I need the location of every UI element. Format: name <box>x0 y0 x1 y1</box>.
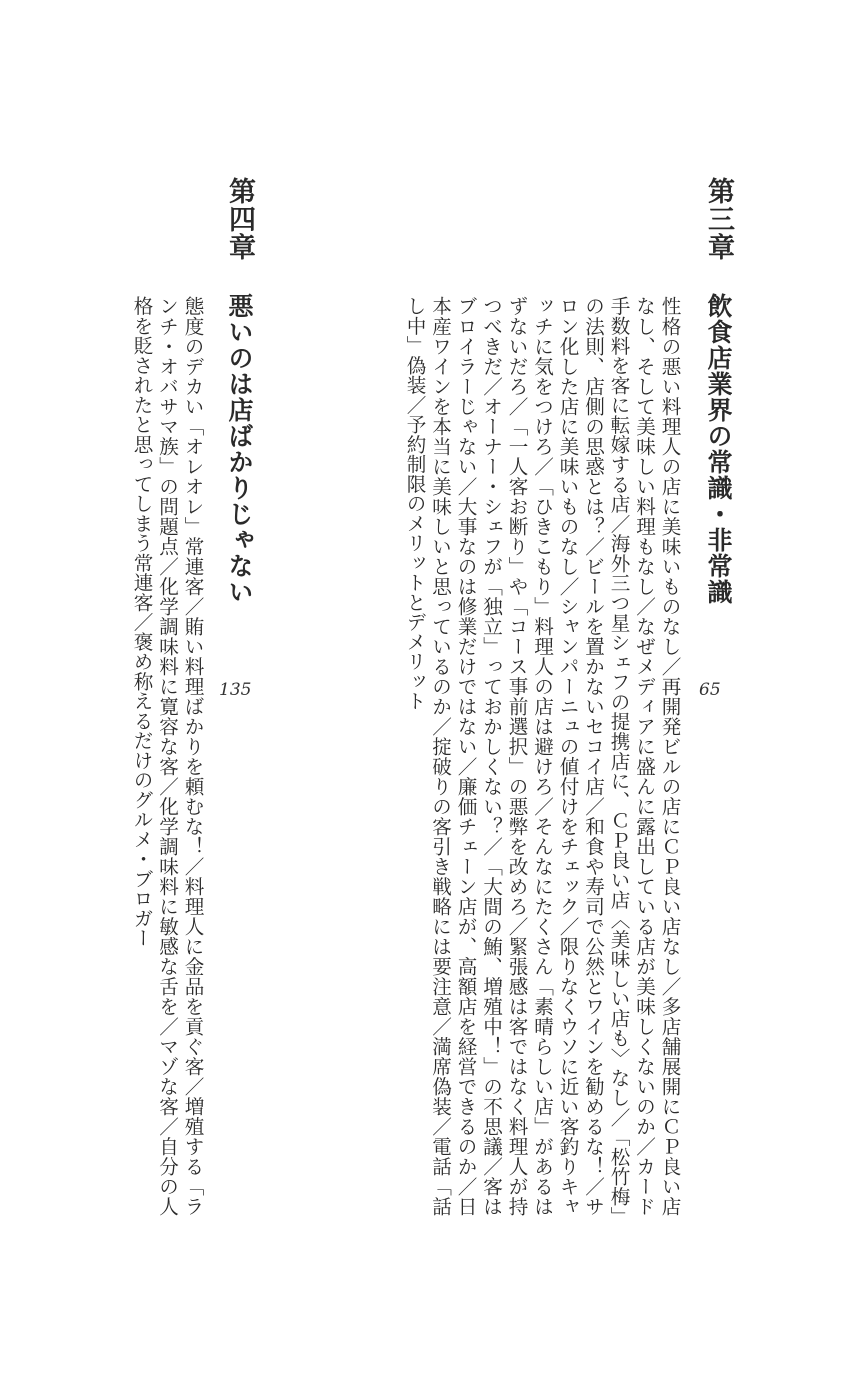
chapter-summary: 態度のデカい「オレオレ」常連客／賄い料理ばかりを頼むな！／料理人に金品を貢ぐ客／増殖する「ランチ・オバサマ族」の問題点／化学調味料に寛容な客／化学調味料に敏感な舌を／マゾな客／自分の人格を貶されたと思ってしまう常連客／褒め称えるだけのグルメ・ブロガー <box>130 296 204 1216</box>
chapter-page-number: 65 <box>699 680 721 700</box>
chapter-label: 第三章 <box>703 177 734 261</box>
chapter-page-number: 135 <box>219 680 252 700</box>
chapter-label: 第四章 <box>224 177 255 261</box>
chapter-title: 悪いのは店ばかりじゃない <box>225 293 254 605</box>
chapter-title: 飲食店業界の常識・非常識 <box>704 293 733 605</box>
chapter-summary: 性格の悪い料理人の店に美味いものなし／再開発ビルの店にＣＰ良い店なし／多店舗展開にＣＰ良い店なし、そして美味しい料理もなし／なぜメディアに盛んに露出している店が美味しくないのか／カード手数料を客に転嫁する店／海外三つ星シェフの提携店に、ＣＰ良い店〈美味しい店も〉なし／「松竹梅」の法則、店側の思惑とは？／ビールを置かないセコイ店／和食や寿司で公然とワインを勧めるな！／サロン化した店に美味いものなし／シャンパーニュの値付けをチェック／限りなくウソに近い客釣りキャッチに気をつけろ／「ひきこもり」料理人の店は避けろ／そんなにたくさん「素晴らしい店」があるはずないだろ／「一人客お断り」や「コース事前選択」の悪弊を改めろ／緊張感は客ではなく料理人が持つべきだ／オーナー・シェフが「独立」っておかしくない？／「大間の鮪、増殖中！」の不思議／客はブロイラーじゃない／大事なのは修業だけではない／廉価チェーン店が、高額店を経営できるのか／日本産ワインを本当に美味しいと思っているのか／掟破りの客引き戦略には要注意／満席偽装／電話「話し中」偽装／予約制限のメリットとデメリット <box>403 296 681 1216</box>
